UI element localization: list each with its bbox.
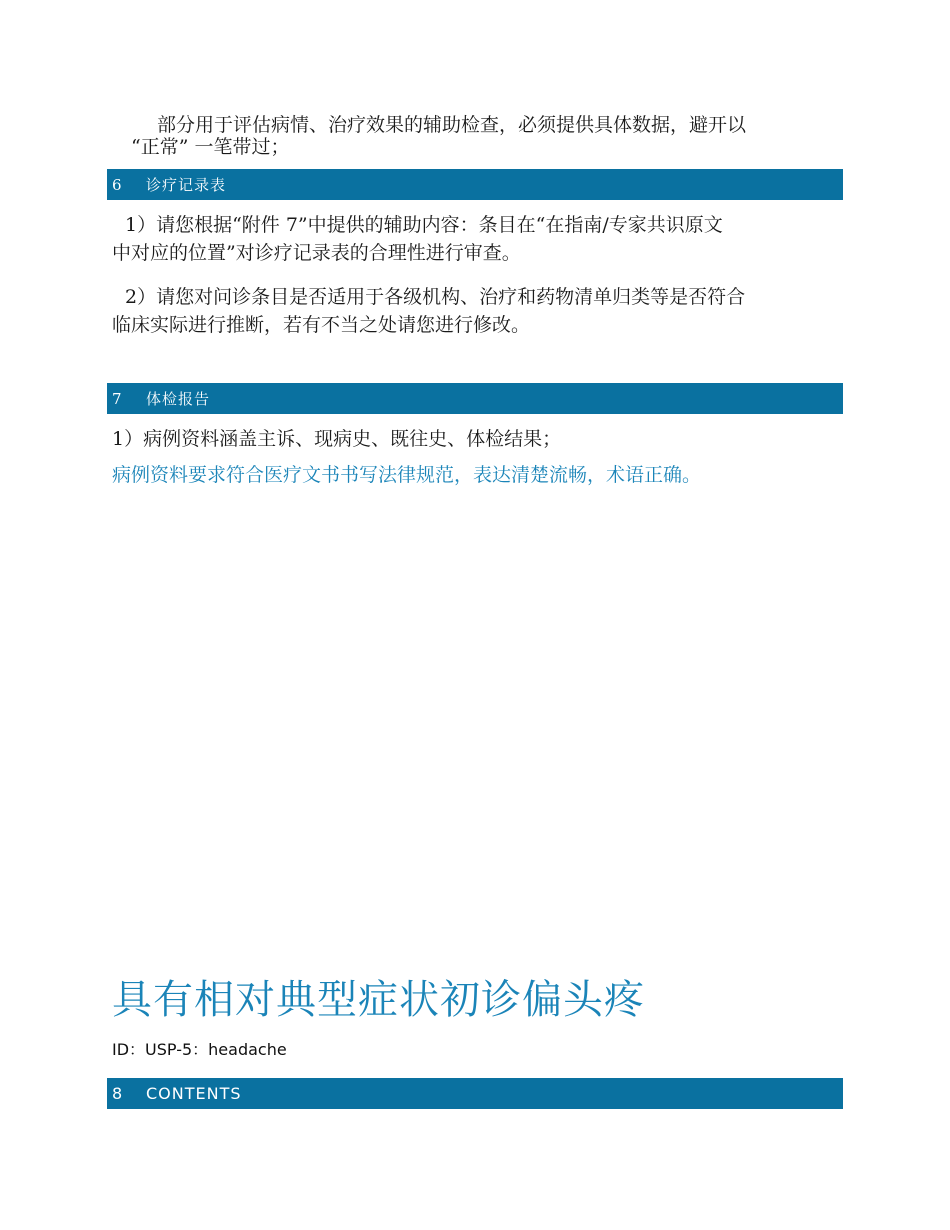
section-header-6 xyxy=(107,169,843,200)
section-number: 8 xyxy=(112,1084,123,1103)
section7-line-2: 病例资料要求符合医疗文书书写法律规范，表达清楚流畅，术语正确。 xyxy=(112,464,702,486)
section-title: 体检报告 xyxy=(146,390,211,408)
section6-para1-line1: 1）请您根据“附件 7”中提供的辅助内容：条目在“在指南/专家共识原文 xyxy=(125,214,723,236)
section6-para1-line2: 中对应的位置”对诊疗记录表的合理性进行审查。 xyxy=(112,242,521,264)
section-number: 6 xyxy=(112,175,122,194)
section-header-8 xyxy=(107,1078,843,1109)
section7-line-1: 1）病例资料涵盖主诉、现病史、既往史、体检结果； xyxy=(112,428,562,450)
section-title: 诊疗记录表 xyxy=(146,176,227,194)
intro-line-2: “正常” 一笔带过； xyxy=(131,136,290,158)
section-number: 7 xyxy=(112,389,122,408)
intro-line-1: 部分用于评估病情、治疗效果的辅助检查，必须提供具体数据，避开以 xyxy=(157,114,747,136)
section-title: CONTENTS xyxy=(146,1084,242,1103)
section6-para2-line2: 临床实际进行推断，若有不当之处请您进行修改。 xyxy=(112,314,531,336)
section-header-7 xyxy=(107,383,843,414)
case-id: ID：USP-5：headache xyxy=(112,1040,287,1059)
case-title: 具有相对典型症状初诊偏头疼 xyxy=(112,977,645,1023)
section6-para2-line1: 2）请您对问诊条目是否适用于各级机构、治疗和药物清单归类等是否符合 xyxy=(125,286,746,308)
